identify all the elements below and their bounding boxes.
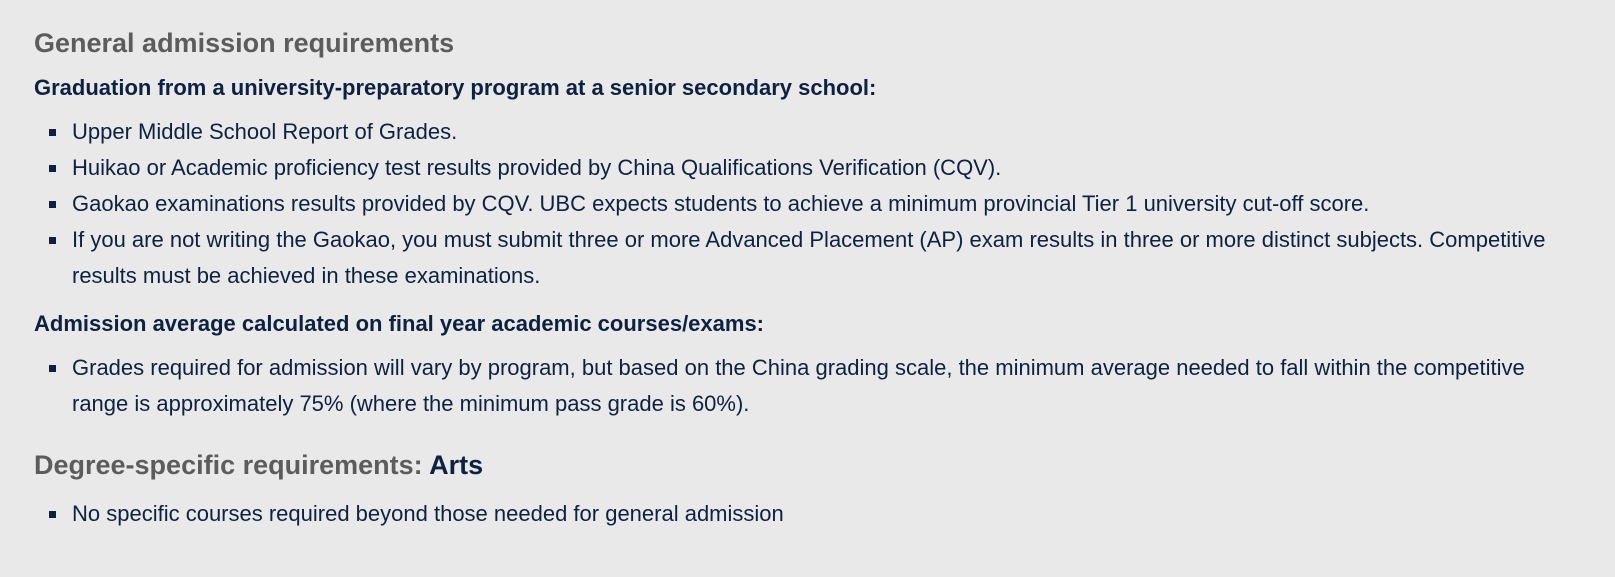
square-bullet-icon [49, 511, 56, 518]
graduation-requirements-list [34, 114, 1581, 294]
general-requirements-heading: General admission requirements [34, 28, 455, 58]
list-item-text: Huikao or Academic proficiency test results provided by China Qualifications Verification (CQV). [72, 155, 1002, 180]
admission-average-list [34, 350, 1581, 422]
square-bullet-icon [49, 129, 56, 136]
list-item [34, 114, 1581, 150]
degree-requirements-list [34, 496, 1581, 532]
square-bullet-icon [49, 201, 56, 208]
list-item-text: No specific courses required beyond those needed for general admission [72, 501, 784, 526]
list-item-text: Grades required for admission will vary by program, but based on the China grading scale, the minimum average needed to fall within the competitive range is approximately 75% (where the minimum pass grade is 60%). [72, 355, 1525, 416]
square-bullet-icon [49, 365, 56, 372]
list-item [34, 186, 1581, 222]
list-item [34, 150, 1581, 186]
list-item-text: Gaokao examinations results provided by CQV. UBC expects students to achieve a minimum provincial Tier 1 university cut-off score. [72, 191, 1370, 216]
graduation-subheading: Graduation from a university-preparatory program at a senior secondary school: [34, 75, 877, 100]
list-item [34, 350, 1581, 422]
degree-name: Arts [429, 450, 484, 480]
degree-specific-heading [34, 448, 1581, 482]
list-item-text: If you are not writing the Gaokao, you must submit three or more Advanced Placement (AP) exam results in three or more distinct subjects. Competitive results must be achieved in these examinations. [72, 227, 1546, 288]
list-item-text: Upper Middle School Report of Grades. [72, 119, 458, 144]
square-bullet-icon [49, 237, 56, 244]
admission-average-subheading: Admission average calculated on final year academic courses/exams: [34, 311, 765, 336]
list-item [34, 496, 1581, 532]
degree-heading-prefix: Degree-specific requirements: [34, 450, 430, 480]
list-item [34, 222, 1581, 294]
square-bullet-icon [49, 165, 56, 172]
